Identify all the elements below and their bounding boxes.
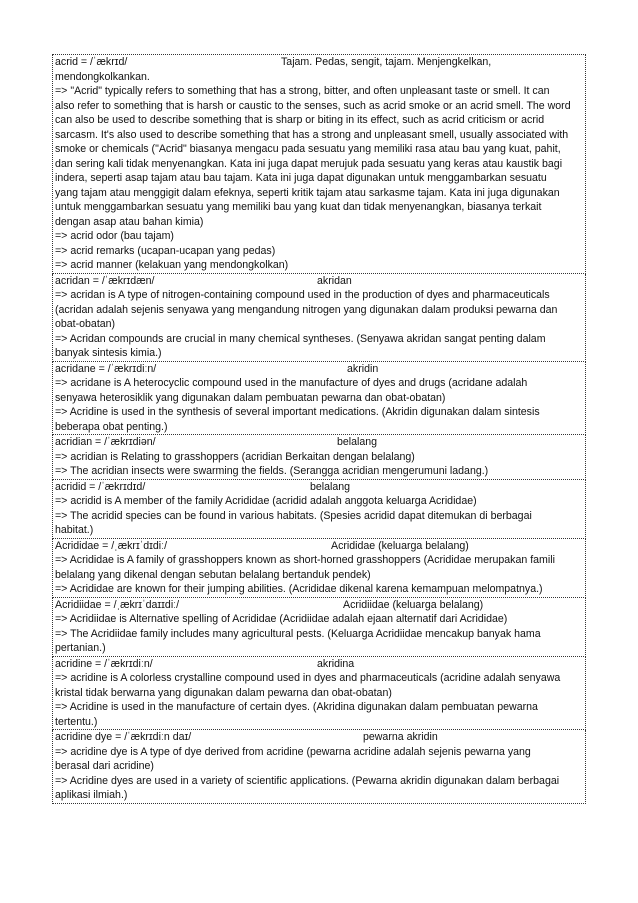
entry-text-line: => acridine dye is A type of dye derived from acridine (pewarna acridine adalah sejenis pewarna yang (55, 745, 531, 758)
entry-text-line: senyawa heterosiklik yang digunakan dalam pembuatan pewarna dan obat-obatan) (55, 391, 446, 404)
entry-headword-row (55, 657, 583, 672)
entry-text-line: => Acridan compounds are crucial in many chemical syntheses. (Senyawa akridan sangat penting dalam (55, 332, 546, 345)
entry-headword-row (55, 598, 583, 613)
entry-text-line: => acrid manner (kelakuan yang mendongkolkan) (55, 259, 289, 271)
entry-text-line: tertentu.) (55, 715, 98, 728)
entry-text-line: also refer to something that is harsh or caustic to the senses, such as acrid smoke or an acrid smell. The word (55, 99, 571, 112)
entry-text-line: kristal tidak berwarna yang digunakan dalam pewarna dan obat-obatan) (55, 686, 392, 699)
entry-text-line: can also be used to describe something that is sharp or biting in its effect, such as acrid criticism or acrid (55, 114, 545, 126)
entry-headword-row (55, 480, 583, 495)
entry-text-line: => The acridid species can be found in various habitats. (Spesies acridid dapat ditemukan di berbagai (55, 509, 532, 522)
entry-text-line: aplikasi ilmiah.) (55, 789, 128, 801)
entry-text-line: => acridian is Relating to grasshoppers (acridian Berkaitan dengan belalang) (55, 450, 415, 463)
entry-translation: akridina (317, 657, 355, 670)
entry-headword-row (55, 435, 583, 450)
entry-text-line: mendongkolkankan. (55, 70, 150, 83)
entry-translation: Acrididae (keluarga belalang) (331, 539, 469, 552)
entry-headword: acridian = /ˈækrɪdiən/ (55, 436, 156, 448)
entry-text-line: indera, seperti asap tajam atau bau tajam. Kata ini juga dapat digunakan untuk menggambarkan sesuatu (55, 172, 547, 184)
entry-text-line: obat-obatan) (55, 318, 116, 330)
entry-text-line: => acridid is A member of the family Acrididae (acridid adalah anggota keluarga Acrididae) (55, 495, 477, 507)
entry-text-line: => The acridian insects were swarming the fields. (Serangga acridian mengerumuni ladang.) (55, 465, 489, 477)
entry-text-line: => The Acridiidae family includes many agricultural pests. (Keluarga Acridiidae mencakup banyak hama (55, 627, 541, 640)
entry-headword: Acrididae = /ˌækrɪˈdɪdiː/ (55, 539, 168, 552)
entry-headword-row (55, 274, 583, 289)
entry-headword: acridine dye = /ˈækrɪdiːn daɪ/ (55, 731, 192, 743)
entry-translation: akridin (347, 362, 379, 375)
entry-translation: akridan (317, 274, 352, 287)
entry-text-line: pertanian.) (55, 642, 106, 654)
entry-text-line: banyak sintesis kimia.) (55, 347, 162, 359)
entry-text-line: belalang yang dikenal dengan sebutan belalang bertanduk pendek) (55, 568, 371, 581)
entry-text-line: => Acridine is used in the synthesis of several important medications. (Akridin digunakan dalam sintesis (55, 406, 540, 418)
entry-text-line: => acrid remarks (ucapan-ucapan yang pedas) (55, 244, 276, 257)
entry-text-line: => acridane is A heterocyclic compound used in the manufacture of dyes and drugs (acridane adalah (55, 377, 528, 389)
entry-translation: pewarna akridin (363, 731, 438, 743)
dictionary-entry (52, 539, 586, 598)
entry-text-line: => Acrididae is A family of grasshoppers known as short-horned grasshoppers (Acrididae merupakan famili (55, 554, 555, 566)
dictionary-entry (52, 657, 586, 731)
entry-text-line: dengan asap atau bahan kimia) (55, 215, 204, 228)
entry-headword: acrid = /ˈækrɪd/ (55, 56, 128, 68)
entry-text-line: berasal dari acridine) (55, 760, 154, 772)
entry-text-line: => acridan is A type of nitrogen-containing compound used in the production of dyes and pharmaceuticals (55, 289, 550, 301)
entry-translation: belalang (310, 480, 351, 493)
entry-text-line: sarcasm. It's also used to describe something that has a strong and unpleasant smell, usually associated with (55, 128, 569, 141)
dictionary-entry (52, 435, 586, 480)
entry-headword-row (55, 730, 583, 745)
entry-text-line: => acridine is A colorless crystalline compound used in dyes and pharmaceuticals (acridine adalah senyawa (55, 672, 561, 684)
entry-text-line: => "Acrid" typically refers to something that has a strong, bitter, and often unpleasant taste or smell. It can (55, 85, 550, 97)
entry-text-line: smoke or chemicals ("Acrid" biasanya mengacu pada sesuatu yang memiliki rasa atau bau yang kuat, pahit, (55, 143, 561, 155)
entry-headword: acridane = /ˈækrɪdiːn/ (55, 362, 157, 375)
entry-text-line: => Acridine is used in the manufacture of certain dyes. (Akridina digunakan dalam pembuatan pewarna (55, 701, 538, 713)
entry-text-line: => Acridiidae is Alternative spelling of Acrididae (Acridiidae adalah ejaan alternatif dari Acrididae) (55, 613, 508, 625)
dictionary-entry (52, 274, 586, 362)
dictionary-entry (52, 362, 586, 436)
entry-translation: Tajam. Pedas, sengit, tajam. Menjengkelkan, (281, 56, 492, 68)
entry-headword: acridan = /ˈækrɪdæn/ (55, 274, 155, 287)
entry-text-line: habitat.) (55, 524, 94, 536)
entry-headword-row (55, 55, 583, 70)
entry-text-line: yang tajam atau menggigit dalam efeknya, seperti kritik tajam atau sarkasme tajam. Kata ini juga digunakan (55, 186, 560, 199)
entry-translation: belalang (337, 436, 378, 448)
entry-text-line: (acridan adalah sejenis senyawa yang mengandung nitrogen yang digunakan dalam produksi pewarna dan (55, 303, 558, 316)
dictionary-entry (52, 54, 586, 274)
dictionary-entry (52, 598, 586, 657)
entry-translation: Acridiidae (keluarga belalang) (343, 598, 484, 611)
entry-text-line: beberapa obat penting.) (55, 420, 168, 433)
dictionary-entry (52, 480, 586, 539)
entry-headword: Acridiidae = /ˌækrɪˈdaɪɪdiː/ (55, 598, 180, 611)
entry-text-line: => Acrididae are known for their jumping abilities. (Acrididae dikenal karena kemampuan melompatnya.) (55, 583, 543, 595)
dictionary-entry (52, 730, 586, 804)
dictionary-page (52, 54, 586, 804)
entry-headword: acridid = /ˈækrɪdɪd/ (55, 480, 146, 493)
entry-text-line: => Acridine dyes are used in a variety of scientific applications. (Pewarna akridin digunakan dalam berbagai (55, 774, 560, 787)
entry-text-line: dan sering kali tidak menyenangkan. Kata ini juga dapat merujuk pada sesuatu yang keras atau kaustik bagi (55, 157, 563, 170)
entry-text-line: => acrid odor (bau tajam) (55, 230, 174, 242)
entry-headword-row (55, 539, 583, 554)
entry-text-line: untuk menggambarkan sesuatu yang memiliki bau yang kuat dan tidak menyenangkan, biasanya terkait (55, 201, 542, 213)
entry-headword: acridine = /ˈækrɪdiːn/ (55, 657, 153, 670)
entry-headword-row (55, 362, 583, 377)
